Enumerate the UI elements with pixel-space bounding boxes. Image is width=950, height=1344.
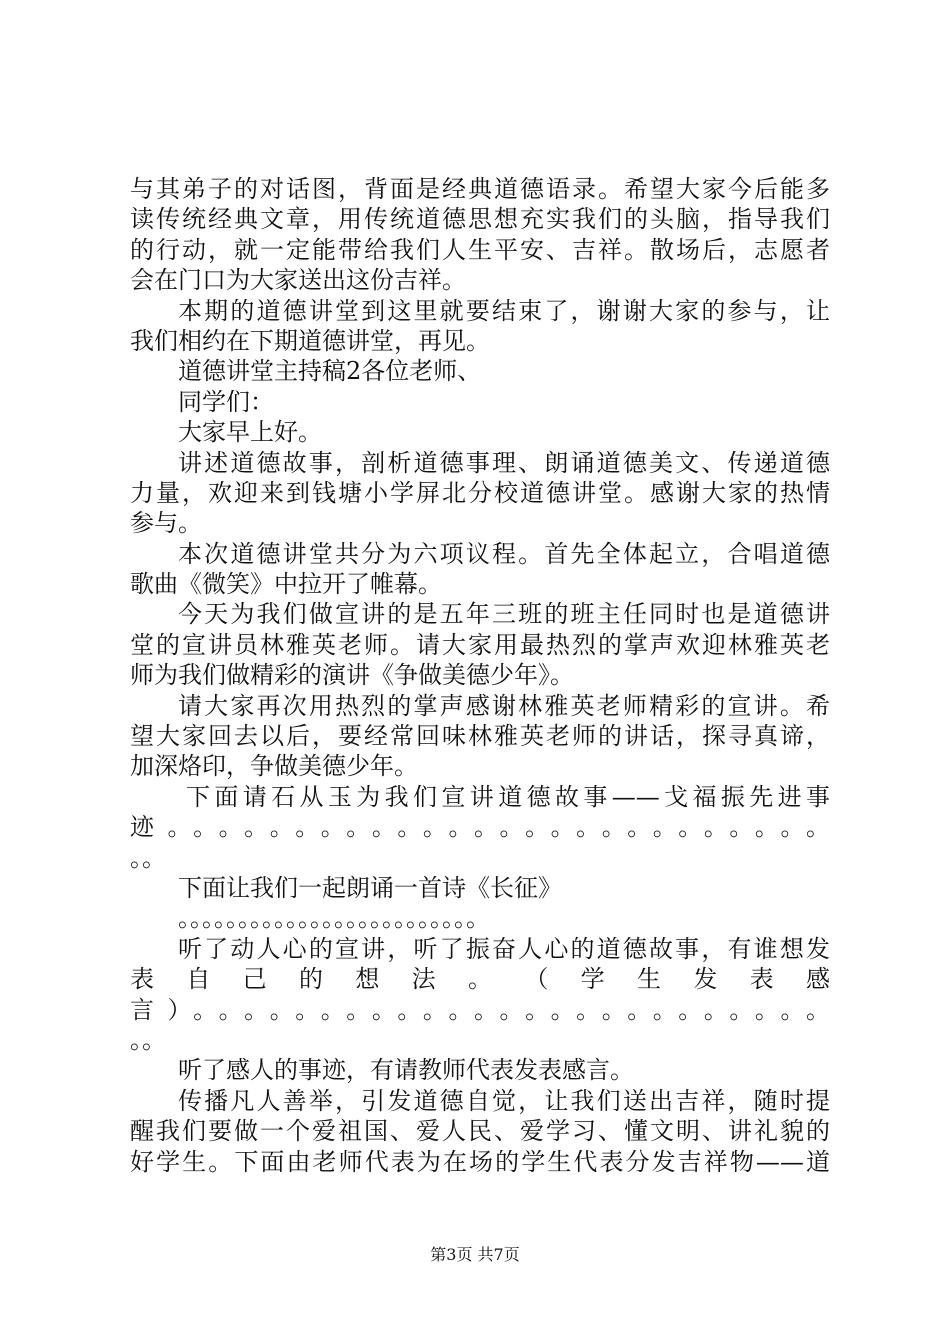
document-body (130, 174, 830, 1177)
text-line: 读传统经典文章，用传统道德思想充实我们的头脑，指导我们 (130, 205, 830, 234)
text-line: 表 自 己 的 想 法 。 （ 学 生 发 表 感 (130, 965, 830, 994)
text-line: 。。 (130, 1025, 166, 1054)
text-line: 。。。。。。。。。。。。。。。。。。。。。。。。。 (178, 904, 490, 933)
text-line: 传播凡人善举，引发道德自觉，让我们送出吉祥，随时提 (178, 1086, 830, 1115)
text-line: 今天为我们做宣讲的是五年三班的班主任同时也是道德讲 (178, 600, 830, 629)
text-line: 本期的道德讲堂到这里就要结束了，谢谢大家的参与，让 (178, 296, 830, 325)
text-line: 力量，欢迎来到钱塘小学屏北分校道德讲堂。感谢大家的热情 (130, 478, 830, 507)
text-line: 。。 (130, 843, 166, 872)
text-line: 听了动人心的宣讲，听了振奋人心的道德故事，有谁想发 (178, 934, 830, 963)
text-line: 下面让我们一起朗诵一首诗《长征》 (178, 873, 562, 902)
text-line: 的行动，就一定能带给我们人生平安、吉祥。散场后，志愿者 (130, 235, 830, 264)
text-line: 本次道德讲堂共分为六项议程。首先全体起立，合唱道德 (178, 539, 830, 568)
text-line: 下面请石从玉为我们宣讲道德故事——戈福振先进事 (186, 782, 830, 811)
text-line: 言）。。。。。。。。。。。。。。。。。。。。。。。。。 (130, 995, 830, 1024)
text-line: 会在门口为大家送出这份吉祥。 (130, 266, 466, 295)
text-line: 与其弟子的对话图，背面是经典道德语录。希望大家今后能多 (130, 175, 830, 203)
text-line: 听了感人的事迹，有请教师代表发表感言。 (178, 1056, 634, 1085)
text-line: 师为我们做精彩的演讲《争做美德少年》。 (130, 661, 574, 690)
text-line: 迹。。。。。。。。。。。。。。。。。。。。。。。。。。 (130, 813, 830, 842)
text-line: 堂的宣讲员林雅英老师。请大家用最热烈的掌声欢迎林雅英老 (130, 630, 830, 659)
text-line: 好学生。下面由老师代表为在场的学生代表分发吉祥物——道 (130, 1147, 830, 1176)
text-line: 望大家回去以后，要经常回味林雅英老师的讲话，探寻真谛， (130, 722, 830, 751)
text-line: 加深烙印，争做美德少年。 (130, 752, 418, 781)
text-line: 参与。 (130, 509, 202, 538)
text-line: 道德讲堂主持稿2各位老师、 (178, 357, 482, 386)
page-footer: 第3页 共7页 (430, 1245, 520, 1264)
text-line: 同学们： (178, 387, 274, 416)
text-line: 醒我们要做一个爱祖国、爱人民、爱学习、懂文明、讲礼貌的 (130, 1117, 830, 1146)
text-line: 大家早上好。 (178, 418, 322, 447)
text-line: 请大家再次用热烈的掌声感谢林雅英老师精彩的宣讲。希 (178, 691, 830, 720)
text-line: 我们相约在下期道德讲堂，再见。 (130, 326, 490, 355)
text-line: 讲述道德故事，剖析道德事理、朗诵道德美文、传递道德 (178, 448, 830, 477)
text-line: 歌曲《微笑》中拉开了帷幕。 (130, 570, 442, 599)
